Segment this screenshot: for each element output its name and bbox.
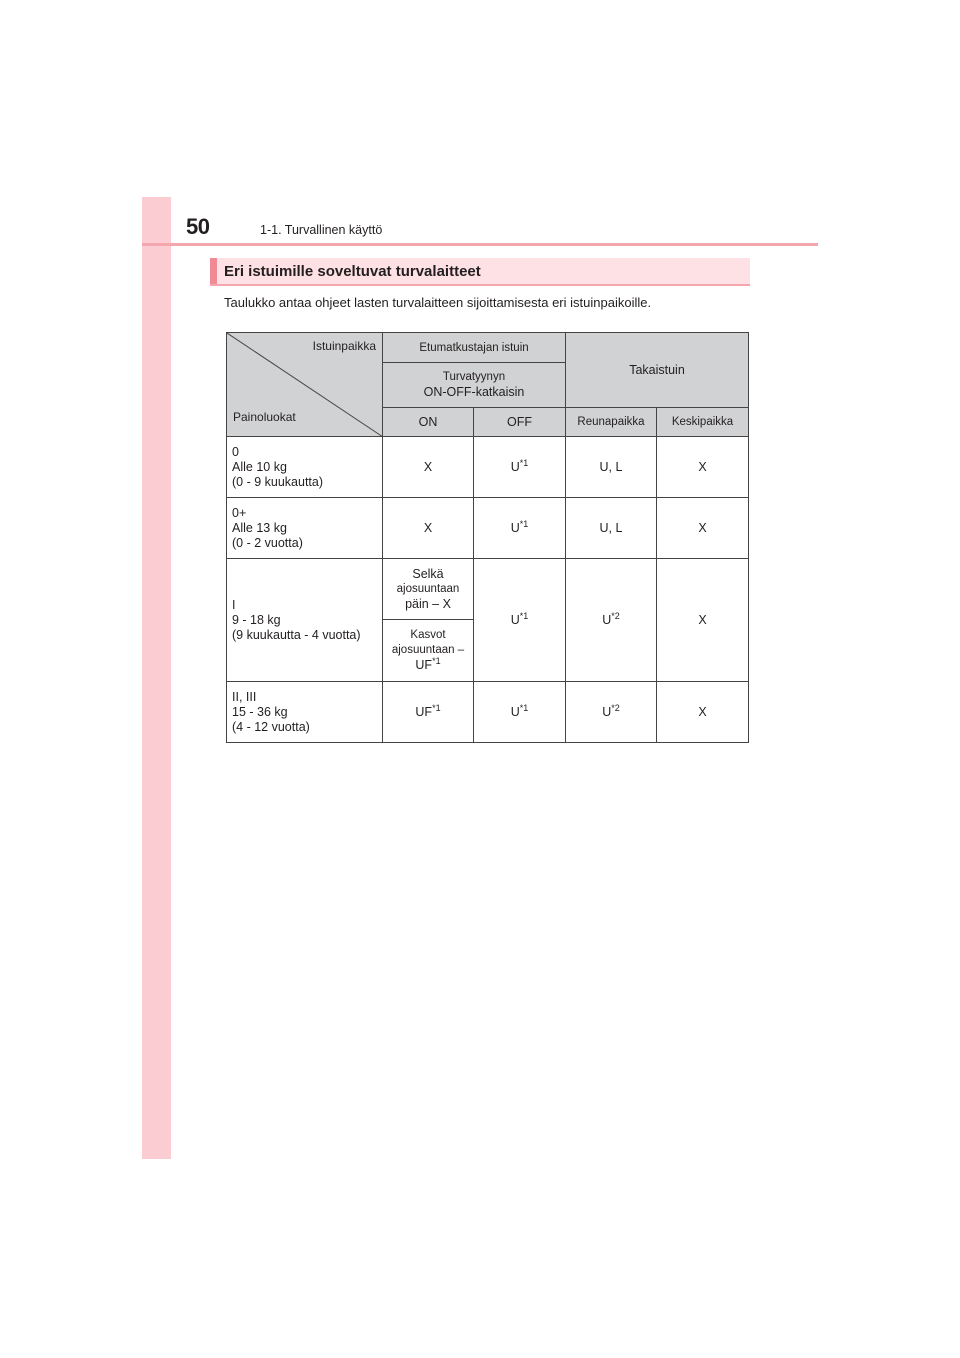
weight-group: I xyxy=(232,597,236,612)
weight-range: 15 - 36 kg xyxy=(232,704,288,719)
weight-group: II, III xyxy=(232,689,257,704)
footnote-ref: *1 xyxy=(432,703,441,713)
age-range: (4 - 12 vuotta) xyxy=(232,719,310,734)
cell-center: X xyxy=(657,682,749,743)
forward-facing-line1: Kasvot xyxy=(410,629,446,641)
weight-range: Alle 13 kg xyxy=(232,520,287,535)
cell-on xyxy=(383,682,474,743)
weight-class-cell xyxy=(227,498,383,559)
footnote-ref: *1 xyxy=(519,458,529,468)
age-range: (0 - 9 kuukautta) xyxy=(232,474,324,489)
front-seat-header: Etumatkustajan istuin xyxy=(383,333,566,363)
cell-on-value: UF xyxy=(415,705,433,719)
cell-outer: U, L xyxy=(566,498,657,559)
cell-off-value: U xyxy=(510,521,520,535)
airbag-switch-line2: ON-OFF-katkaisin xyxy=(423,385,525,399)
section-title: Eri istuimille soveltuvat turvalaitteet xyxy=(224,263,481,280)
col-header-center: Keskipaikka xyxy=(657,408,749,437)
page-number: 50 xyxy=(186,214,210,239)
cell-on-forward-facing xyxy=(383,620,474,682)
col-header-off: OFF xyxy=(474,408,566,437)
footnote-ref: *1 xyxy=(519,519,529,529)
weight-class-cell xyxy=(227,682,383,743)
title-underline xyxy=(210,284,750,286)
header-rule xyxy=(142,243,818,246)
footnote-ref: *2 xyxy=(611,611,620,621)
cell-off xyxy=(474,437,566,498)
forward-facing-line3: UF xyxy=(415,658,433,672)
cell-outer: U, L xyxy=(566,437,657,498)
cell-center: X xyxy=(657,437,749,498)
airbag-switch-header xyxy=(383,363,566,408)
weight-range: Alle 10 kg xyxy=(232,459,287,474)
cell-on: X xyxy=(383,498,474,559)
footnote-ref: *1 xyxy=(432,656,441,666)
table-row xyxy=(227,437,749,498)
cell-on-rear-facing xyxy=(383,559,474,620)
child-seat-table xyxy=(226,332,749,743)
cell-outer xyxy=(566,559,657,682)
airbag-switch-line1: Turvatyynyn xyxy=(442,371,506,383)
weight-class-cell xyxy=(227,437,383,498)
cell-center: X xyxy=(657,498,749,559)
table-row xyxy=(227,498,749,559)
age-range: (0 - 2 vuotta) xyxy=(232,535,303,550)
forward-facing-line2: ajosuuntaan – xyxy=(391,644,465,656)
cell-outer-value: U xyxy=(602,705,612,719)
cell-outer-value: U xyxy=(602,613,612,627)
age-range: (9 kuukautta - 4 vuotta) xyxy=(232,627,361,642)
cell-off xyxy=(474,498,566,559)
rear-facing-line1: Selkä xyxy=(412,566,444,581)
intro-text: Taulukko antaa ohjeet lasten turvalaitteen sijoittamisesta eri istuinpaikoille. xyxy=(224,295,652,310)
footnote-ref: *2 xyxy=(611,703,620,713)
corner-label-weight: Painoluokat xyxy=(233,410,296,424)
weight-class-cell xyxy=(227,559,383,682)
cell-off-value: U xyxy=(510,613,520,627)
footnote-ref: *1 xyxy=(519,611,529,621)
col-header-on: ON xyxy=(383,408,474,437)
cell-off xyxy=(474,682,566,743)
rear-facing-line2: ajosuuntaan xyxy=(396,582,460,595)
weight-range: 9 - 18 kg xyxy=(232,612,281,627)
footnote-ref: *1 xyxy=(519,703,529,713)
rear-facing-line3: päin – X xyxy=(405,596,451,611)
table-row xyxy=(227,559,749,620)
side-tab-bar xyxy=(142,197,171,1159)
table-corner-cell xyxy=(227,333,383,437)
col-header-outer: Reunapaikka xyxy=(566,408,657,437)
cell-off-value: U xyxy=(510,460,520,474)
corner-label-seat: Istuinpaikka xyxy=(312,339,376,353)
section-title-bar xyxy=(210,258,750,286)
cell-outer xyxy=(566,682,657,743)
cell-on: X xyxy=(383,437,474,498)
section-label: 1-1. Turvallinen käyttö xyxy=(260,223,383,237)
cell-off xyxy=(474,559,566,682)
cell-off-value: U xyxy=(510,705,520,719)
table-row xyxy=(227,682,749,743)
weight-group: 0 xyxy=(232,444,239,459)
rear-seat-header: Takaistuin xyxy=(566,333,749,408)
cell-center: X xyxy=(657,559,749,682)
weight-group: 0+ xyxy=(232,505,247,520)
title-accent xyxy=(210,258,217,286)
